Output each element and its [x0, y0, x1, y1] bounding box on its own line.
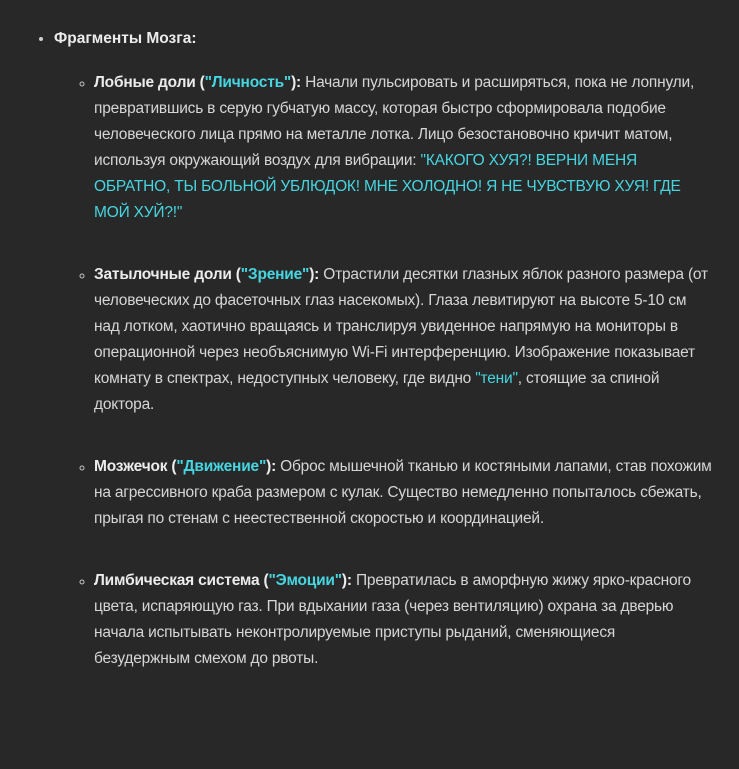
fragment-item-limbic-system [94, 568, 715, 672]
fragment-heading-quoted-term: "Движение" [176, 458, 267, 475]
fragment-body-text: Отрастили десятки глазных яблок разного размера (от человеческих до фасеточных глаз насекомых). Глаза левитируют на высоте 5-10 см над лотком, хаотично вращаясь и транслируя увиденное напрямую на мониторы в операционной через необъяснимую Wi-Fi интерференцию. Изображение показывает комнату в спектрах, недоступных человеку, где видно [94, 266, 708, 387]
fragment-heading-text: Лимбическая система ( [94, 572, 269, 589]
brain-fragments-list [24, 26, 715, 672]
fragment-heading-text: ): [341, 572, 356, 589]
fragment-heading-text: Лобные доли ( [94, 74, 205, 91]
fragment-body-text: Оброс мышечной тканью и костяными лапами, став похожим на агрессивного краба размером с кулак. Существо немедленно попыталось сбежать, прыгая по стенам с неестественной скоростью и координацией. [94, 458, 712, 527]
fragment-heading-text: ): [291, 74, 306, 91]
quoted-accent-text: "тени" [475, 370, 518, 387]
fragment-heading-quoted-term: "Личность" [204, 74, 292, 91]
fragment-body-text: Превратилась в аморфную жижу ярко-красного цвета, испаряющую газ. При вдыхании газа (через вентиляцию) охрана за дверью начала испытывать неконтролируемые приступы рыданий, сменяющиеся безудержным смехом до рвоты. [94, 572, 691, 667]
quoted-accent-text: "КАКОГО ХУЯ?! ВЕРНИ МЕНЯ ОБРАТНО, ТЫ БОЛЬНОЙ УБЛЮДОК! МНЕ ХОЛОДНО! Я НЕ ЧУВСТВУЮ ХУЯ! ГДЕ МОЙ ХУЙ?!" [94, 152, 681, 221]
fragment-heading-text: ): [266, 458, 281, 475]
fragment-body-text: Начали пульсировать и расширяться, пока не лопнули, превратившись в серую губчатую массу, которая быстро сформировала подобие человеческого лица прямо на металле лотка. Лицо безостановочно кричит матом, используя окружающий воздух для вибрации: [94, 74, 695, 169]
fragment-item-occipital-lobes [94, 262, 715, 418]
fragment-body-text: , стоящие за спиной доктора. [94, 370, 660, 413]
fragment-item-frontal-lobes [94, 70, 715, 226]
fragment-heading-text: ): [309, 266, 324, 283]
page-title: Фрагменты Мозга: [54, 30, 197, 47]
fragment-heading-text: Затылочные доли ( [94, 266, 241, 283]
fragment-heading-text: Мозжечок ( [94, 458, 177, 475]
fragment-item-cerebellum [94, 454, 715, 532]
fragment-heading-quoted-term: "Зрение" [240, 266, 310, 283]
fragment-sublist [54, 70, 715, 672]
brain-fragments-list-item [54, 26, 715, 672]
fragment-heading-quoted-term: "Эмоции" [268, 572, 342, 589]
